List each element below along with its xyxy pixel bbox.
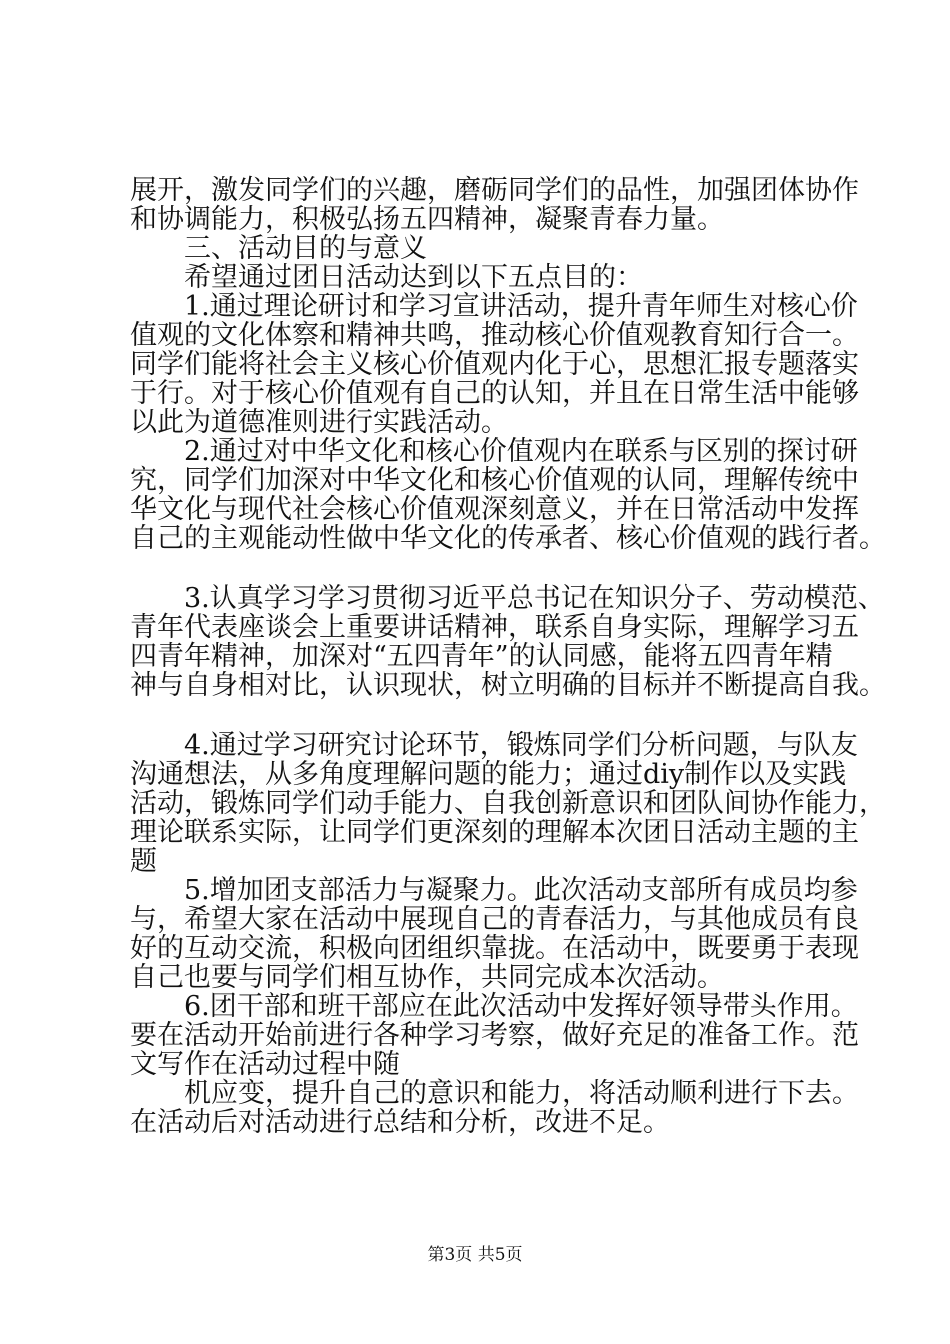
body-line: 展开，激发同学们的兴趣，磨砺同学们的品性，加强团体协作 [130, 175, 859, 206]
document-body [130, 175, 886, 1138]
paragraph-gap [130, 553, 830, 584]
body-line: 6.团干部和班干部应在此次活动中发挥好领导带头作用。 [130, 991, 858, 1022]
body-line: 文写作在活动过程中随 [130, 1049, 400, 1080]
body-line: 值观的文化体察和精神共鸣，推动核心价值观教育知行合一。 [130, 320, 859, 351]
body-line: 在活动后对活动进行总结和分析，改进不足。 [130, 1107, 670, 1138]
body-line: 1.通过理论研讨和学习宣讲活动，提升青年师生对核心价 [130, 291, 858, 322]
body-line: 自己的主观能动性做中华文化的传承者、核心价值观的践行者。 [130, 523, 886, 554]
body-line: 要在活动开始前进行各种学习考察，做好充足的准备工作。范 [130, 1020, 859, 1051]
body-line: 4.通过学习研究讨论环节，锻炼同学们分析问题，与队友 [130, 730, 858, 761]
body-line: 神与自身相对比，认识现状，树立明确的目标并不断提高自我。 [130, 670, 886, 701]
body-line: 活动，锻炼同学们动手能力、自我创新意识和团队间协作能力， [130, 788, 886, 819]
body-line: 自己也要与同学们相互协作，共同完成本次活动。 [130, 962, 724, 993]
body-line: 和协调能力，积极弘扬五四精神，凝聚青春力量。 [130, 204, 724, 235]
body-line: 理论联系实际，让同学们更深刻的理解本次团日活动主题的主 [130, 817, 859, 848]
body-line: 希望通过团日活动达到以下五点目的： [130, 262, 643, 293]
body-line: 青年代表座谈会上重要讲话精神，联系自身实际，理解学习五 [130, 612, 859, 643]
body-line: 2.通过对中华文化和核心价值观内在联系与区别的探讨研 [130, 436, 858, 467]
body-line: 机应变，提升自己的意识和能力，将活动顺利进行下去。 [130, 1078, 859, 1109]
body-line: 四青年精神，加深对“五四青年”的认同感，能将五四青年精 [130, 641, 833, 672]
body-line: 3.认真学习学习贯彻习近平总书记在知识分子、劳动模范、 [130, 583, 885, 614]
section-heading: 三、活动目的与意义 [130, 233, 427, 264]
body-line: 同学们能将社会主义核心价值观内化于心，思想汇报专题落实 [130, 349, 859, 380]
body-line: 5.增加团支部活力与凝聚力。此次活动支部所有成员均参 [130, 875, 858, 906]
body-line: 究，同学们加深对中华文化和核心价值观的认同，理解传统中 [130, 465, 859, 496]
body-line: 于行。对于核心价值观有自己的认知，并且在日常生活中能够 [130, 378, 859, 409]
body-line: 以此为道德准则进行实践活动。 [130, 407, 508, 438]
body-line: 沟通想法，从多角度理解问题的能力；通过diy制作以及实践 [130, 759, 847, 790]
body-line: 好的互动交流，积极向团组织靠拢。在活动中，既要勇于表现 [130, 933, 859, 964]
body-line: 与，希望大家在活动中展现自己的青春活力，与其他成员有良 [130, 904, 859, 935]
body-line: 题 [130, 846, 157, 877]
page-number-footer: 第3页 共5页 [427, 1245, 523, 1265]
body-line: 华文化与现代社会核心价值观深刻意义，并在日常活动中发挥 [130, 494, 859, 525]
paragraph-gap [130, 700, 830, 731]
